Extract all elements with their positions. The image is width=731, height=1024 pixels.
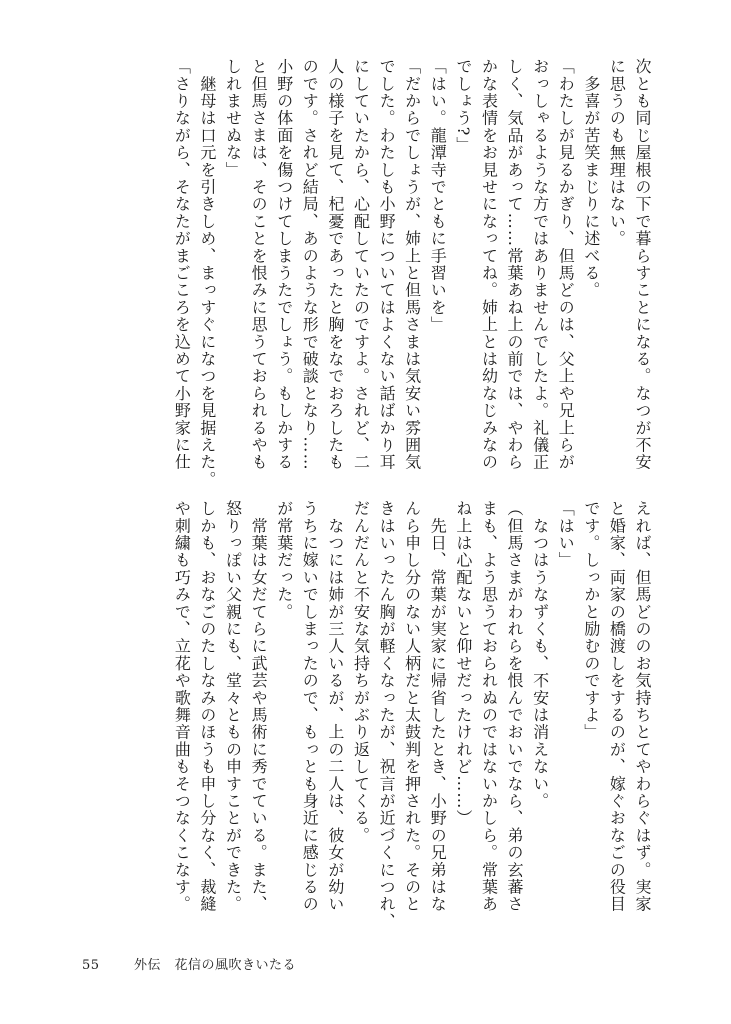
text-column: です。しっかと励むのですよ」: [581, 500, 601, 741]
text-column: だんだんと不安な気持ちがぶり返してくる。: [351, 500, 371, 844]
text-column: 「わたしが見るかぎり、但馬どのは、父上や兄上らが: [556, 58, 576, 471]
text-column: や刺繍も巧みで、立花や歌舞音曲もそつなくこなす。: [172, 500, 192, 913]
text-column: ね上は心配ないと仰せだったけれど……）: [453, 500, 473, 827]
text-column: 「さりながら、そなたがまごころを込めて小野家に仕: [172, 58, 192, 471]
text-column: なつはうなずくも、不安は消えない。: [530, 500, 550, 810]
lower-text-block: [155, 500, 655, 930]
text-column: しれませぬな」: [223, 58, 243, 179]
text-column: に思うのも無理はない。: [607, 58, 627, 248]
text-column: と但馬さまは、そのことを恨みに思うておられるやも: [249, 58, 269, 471]
text-column: （但馬さまがわれらを恨んでおいでなら、弟の玄蕃さ: [505, 500, 525, 913]
text-column: 先日、常葉が実家に帰省したとき、小野の兄弟はな: [428, 500, 448, 913]
text-column: うちに嫁いでしまったので、もっとも身近に感じるの: [300, 500, 320, 913]
text-column: かな表情をお見せになってね。姉上とは幼なじみなの: [479, 58, 499, 471]
text-column: のです。されど結局、あのような形で破談となり……: [300, 58, 320, 471]
page-number: 55: [82, 958, 100, 973]
text-column: と婚家、両家の橋渡しをするのが、嫁ぐおなごの役目: [607, 500, 627, 913]
text-column: でしょう?」: [453, 58, 473, 154]
upper-text-block: [155, 58, 655, 488]
text-column: 怒りっぽい父親にも、堂々ともの申すことができた。: [223, 500, 243, 913]
text-column: 多喜が苦笑まじりに述べる。: [581, 58, 601, 299]
text-column: 「はい。龍潭寺でともに手習いを」: [428, 58, 448, 334]
text-column: 継母は口元を引きしめ、まっすぐになつを見据えた。: [197, 58, 217, 488]
text-column: 常葉は女だてらに武芸や馬術に秀でている。また、: [249, 500, 269, 913]
text-column: しく、気品があって……常葉あね上の前では、やわら: [505, 58, 525, 471]
text-column: 「はい」: [556, 500, 576, 569]
text-column: 次とも同じ屋根の下で暮らすことになる。なつが不安: [633, 58, 652, 471]
text-column: が常葉だった。: [274, 500, 294, 621]
text-column: しかも、おなごのたしなみのほうも申し分なく、裁縫: [197, 500, 217, 913]
text-column: 「だからでしょうが、姉上と但馬さまは気安い雰囲気: [402, 58, 422, 471]
text-column: んら申し分のない人柄だと太鼓判を押された。そのと: [402, 500, 422, 913]
text-column: でした。わたしも小野についてはよくない話ばかり耳: [377, 58, 397, 471]
text-column: まも、よう思うておられぬのではないかしら。常葉あ: [479, 500, 499, 913]
running-title: 外伝 花信の風吹きいたる: [134, 958, 297, 973]
page-footer: [82, 958, 296, 974]
text-column: 人の様子を見て、杞憂であったと胸をなでおろしたも: [325, 58, 345, 471]
text-column: おっしゃるような方ではありませんでしたよ。礼儀正: [530, 58, 550, 471]
text-column: えれば、但馬どののお気持ちとてやわらぐはず。実家: [633, 500, 652, 913]
text-column: きはいったん胸が軽くなったが、祝言が近づくにつれ、: [377, 500, 397, 930]
text-column: なつには姉が三人いるが、上の二人は、彼女が幼い: [325, 500, 345, 913]
text-column: にしていたから、心配していたのですよ。されど、二: [351, 58, 371, 471]
text-column: 小野の体面を傷つけてしまうたでしょう。もしかする: [274, 58, 294, 471]
